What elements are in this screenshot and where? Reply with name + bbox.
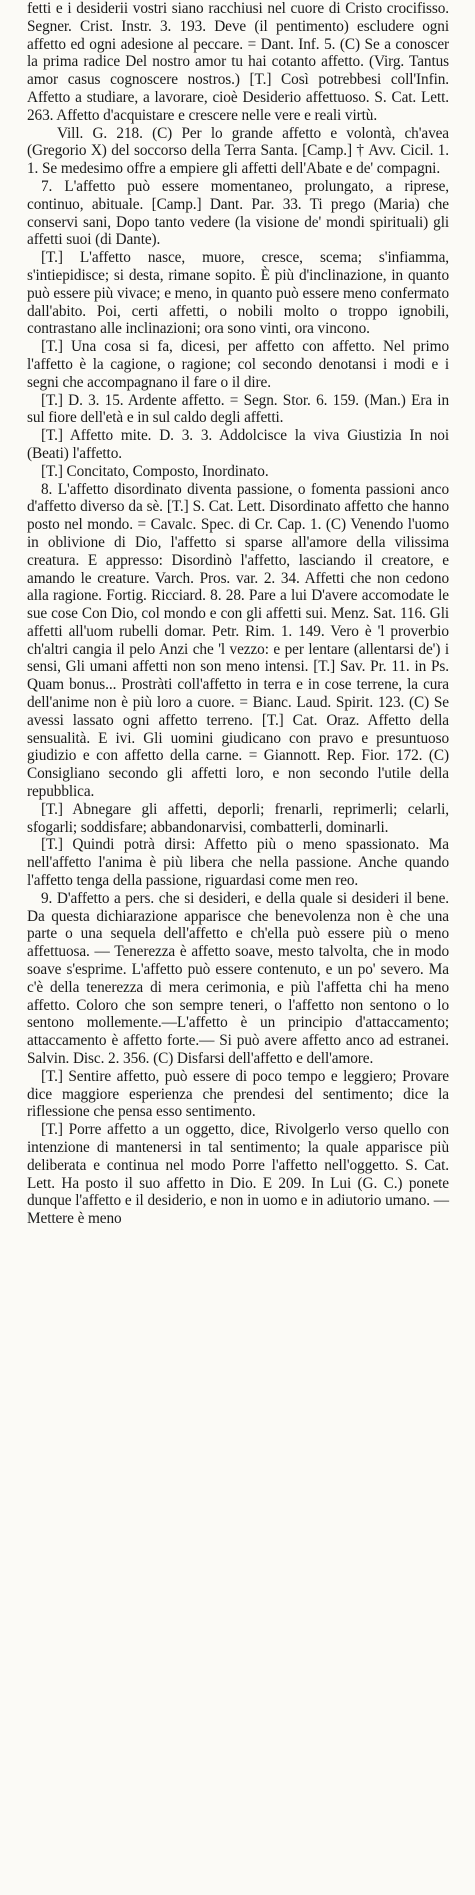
paragraph: [T.] Una cosa si fa, dicesi, per affetto con affetto. Nel primo l'affetto è la cagione, o ragione; col secondo denotansi i modi e i segni che accompagnano il fare o il dire. [27, 338, 449, 391]
paragraph: Vill. G. 218. (C) Per lo grande affetto e volontà, ch'avea (Gregorio X) del soccorso della Terra Santa. [Camp.] † Avv. Cicil. 1. 1. Se medesimo offre a empiere gli affetti dell'Abate e de' compagni. [27, 124, 449, 178]
paragraph: 7. L'affetto può essere momentaneo, prolungato, a riprese, continuo, abituale. [Camp.] Dant. Par. 33. Ti prego (Maria) che conservi sani, Dopo tanto vedere (la visione de' mondi spirituali) gli affetti suoi (di Dante). [27, 177, 449, 249]
paragraph: [T.] D. 3. 15. Ardente affetto. = Segn. Stor. 6. 159. (Man.) Era in sul fiore dell'età e in sul caldo degli affetti. [27, 391, 449, 427]
paragraph: [T.] Quindi potrà dirsi: Affetto più o meno spassionato. Ma nell'affetto l'anima è più libera che nella passione. Anche quando l'affetto tenga della passione, riguardasi come men reo. [27, 836, 449, 890]
paragraph: [T.] L'affetto nasce, muore, cresce, scema; s'infiamma, s'intiepidisce; si desta, rimane sopito. È più d'inclinazione, in quanto può essere più vivace; e meno, in quanto può essere meno confermato dall'abito. Poi, certi affetti, o nobili molto o troppo ignobili, contrastano alle inclinazioni; ora sono vinti, ora vincono. [27, 249, 449, 338]
paragraph: [T.] Concitato, Composto, Inordinato. [41, 462, 269, 480]
paragraph: [T.] Abnegare gli affetti, deporli; frenarli, reprimerli; celarli, sfogarli; soddisfare; abbandonarvisi, combatterli, dominarli. [27, 800, 449, 836]
paragraph: 8. L'affetto disordinato diventa passione, o fomenta passioni anco d'affetto diverso da sè. [T.] S. Cat. Lett. Disordinato affetto che hanno posto nel mondo. = Cavalc. Spec. di Cr. Cap. 1. (C) Venendo l'uomo in oblivione di Dio, l'affetto si sparse all'amore della vilissima creatura. E appresso: Disordinò l'affetto, lasciando il creatore, e amando le creature. Varch. Pros. var. 2. 34. Affetti che non cedono alla ragione. Fortig. Ricciard. 8. 28. Pare a lui D'avere accomodate le sue cose Con Dio, col mondo e con gli affetti sui. Menz. Sat. 116. Gli affetti all'uom rubelli domar. Petr. Rim. 1. 149. Vero è 'l proverbio ch'altri cangia il pelo Anzi che 'l vezzo: e per lentare (allentarsi de') i sensi, Gli umani affetti non son meno intensi. [T.] Sav. Pr. 11. in Ps. Quam bonus... Prostràti coll'affetto in terra e in cose terrene, la cura dell'anime non è più loro a cuore. = Bianc. Laud. Spirit. 123. (C) Se avessi lassato ogni affetto terreno. [T.] Cat. Oraz. Affetto della sensualità. E ivi. Gli uomini giudicano con pravo e presuntuoso giudizio e con affetto della carne. = Giannott. Rep. Fior. 172. (C) Consigliano secondo gli affetti loro, e non secondo l'utile della repubblica. [27, 480, 449, 801]
paragraph: 9. D'affetto a pers. che si desideri, e della quale si desideri il bene. Da questa dichiarazione apparisce che benevolenza non è che una parte o una sequela dell'affetto e ch'ella può essere più o meno affettuosa. — Tenerezza è affetto soave, mesto talvolta, che in modo soave s'esprime. L'affetto può essere contenuto, e un po' severo. Ma c'è della tenerezza di mera cerimonia, e più l'affetta chi ha meno affetto. Coloro che son sempre teneri, o l'affetto non sentono o lo sentono mollemente.—L'affetto è un principio d'attaccamento; attaccamento è affetto forte.— Si può avere affetto anco ad estranei. Salvin. Disc. 2. 356. (C) Disfarsi dell'affetto e dell'amore. [27, 889, 449, 1068]
paragraph: [T.] Porre affetto a un oggetto, dice, Rivolgerlo verso quello con intenzione di mantenersi in tal sentimento; la quale apparisce più deliberata e continua nel modo Porre l'affetto nell'oggetto. S. Cat. Lett. Ha posto il suo affetto in Dio. E 209. In Lui (G. C.) ponete dunque l'affetto e il desiderio, e non in uomo e in adiutorio umano. — Mettere è meno [27, 1121, 449, 1228]
text-column [27, 0, 449, 1228]
paragraph: [T.] Affetto mite. D. 3. 3. Addolcisce la viva Giustizia In noi (Beati) l'affetto. [27, 427, 449, 462]
paragraph: [T.] Sentire affetto, può essere di poco tempo e leggiero; Provare dice maggiore esperienza che prendesi del sentimento; dice la riflessione che pensa esso sentimento. [27, 1067, 449, 1121]
paragraph: fetti e i desiderii vostri siano racchiusi nel cuore di Cristo crocifisso. Segner. Crist. Instr. 3. 193. Deve (il pentimento) escludere ogni affetto ed ogni adesione al peccare. = Dant. Inf. 5. (C) Se a conoscer la prima radice Del nostro amor tu hai cotanto affetto. (Virg. Tantus amor casus cognoscere nostros.) [T.] Così potrebbesi coll'Infin. Affetto a studiare, a lavorare, cioè Desiderio affettuoso. S. Cat. Lett. 263. Affetto d'acquistare e crescere nelle vere e reali virtù. [27, 0, 449, 124]
